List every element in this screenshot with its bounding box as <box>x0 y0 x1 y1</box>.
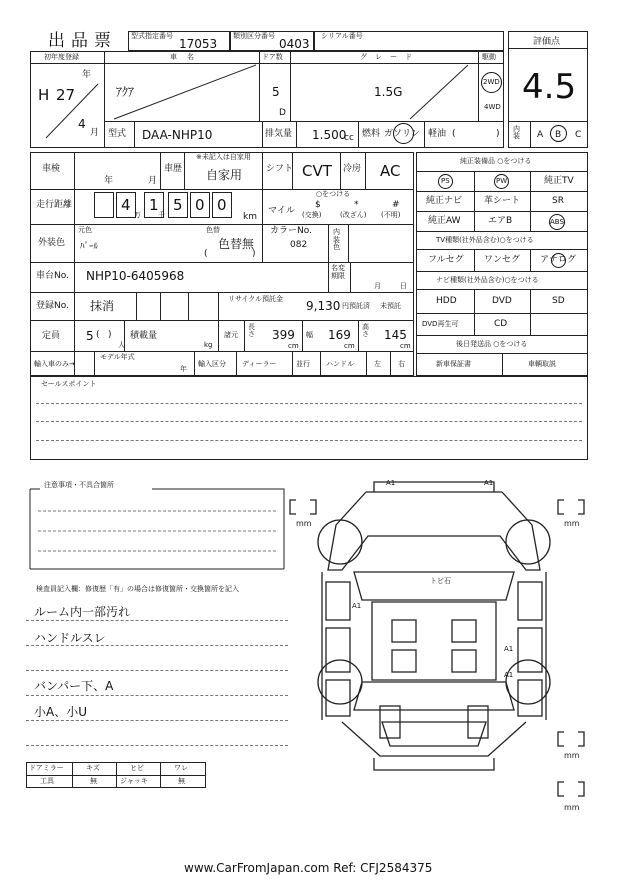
serial-box <box>314 31 504 51</box>
length-unit: cm <box>288 342 299 350</box>
height-unit: cm <box>400 342 411 350</box>
category-label: 類別区分番号 <box>233 32 275 40</box>
width-label: 幅 <box>306 331 313 339</box>
ac-label: 冷房 <box>343 164 362 174</box>
history-note: ※未記入は自家用 <box>196 153 251 161</box>
width-unit: cm <box>344 342 355 350</box>
recycle-not: 未預託 <box>380 302 401 310</box>
load-label: 積載量 <box>130 331 158 341</box>
mark-left-door: A1 <box>352 602 362 610</box>
equip-airbag: エアB <box>488 216 513 226</box>
color-no-value: 082 <box>290 240 308 250</box>
equip-aw: 純正AW <box>428 216 461 226</box>
serial-label: シリアル番号 <box>321 32 363 40</box>
legend-break: ワレ <box>174 764 188 772</box>
sales-point-box <box>30 376 588 460</box>
interior-b: B <box>555 130 562 140</box>
tamper-sym: * <box>354 200 359 210</box>
load-unit: kg <box>204 341 213 349</box>
equipment-title: 純正装備品 ○をつける <box>460 157 532 165</box>
inspection-month-unit: 月 <box>148 176 158 186</box>
width-value: 169 <box>328 328 351 342</box>
navi-dvd-play: DVD再生可 <box>422 320 459 328</box>
car-damage-diagram <box>282 470 602 830</box>
color-no-label: カラーNo. <box>270 226 312 236</box>
interior-label: 内装 <box>513 125 520 140</box>
mileage-unit-mark: 万 <box>134 211 141 219</box>
parallel-option: 並行 <box>296 360 310 368</box>
tv-analog: アナログ <box>540 255 577 265</box>
model-value: DAA-NHP10 <box>142 128 213 142</box>
import-type-label: 輸入区分 <box>198 360 226 368</box>
tv-oneseg: ワンセグ <box>484 255 521 265</box>
form-title: 出品票 <box>48 31 117 51</box>
repaint-label: 色替 <box>206 226 220 234</box>
import-label: 輸入車のみ→ <box>34 360 75 368</box>
exchange-sym: $ <box>315 200 321 210</box>
mark-right-rear: A1 <box>504 671 514 679</box>
right-handle-option: 右 <box>398 360 405 368</box>
drive-2wd: 2WD <box>483 78 500 86</box>
shift-label: シフト <box>266 164 294 174</box>
caution-label: 注意事項・不具合箇所 <box>44 481 114 489</box>
later-warranty: 新車保証書 <box>436 360 471 368</box>
navi-dvd: DVD <box>492 296 512 306</box>
legend-tool: 工具 <box>40 777 54 785</box>
category-box <box>230 31 314 51</box>
equip-leather: 革シート <box>484 196 521 206</box>
grade-value: 4.5 <box>522 67 577 107</box>
legend-door-mirror: ドアミラー <box>29 764 64 772</box>
navi-sd: SD <box>552 296 565 306</box>
inspector-note: 検査員記入欄：修復歴「有」の場合は修復箇所・交換箇所を記入 <box>36 585 239 593</box>
mileage-digit: 0 <box>195 196 205 214</box>
car-name: ｱｸｱ <box>116 85 135 99</box>
equip-tv: 純正TV <box>544 176 574 186</box>
model-year-unit: 年 <box>180 365 187 373</box>
caution-box <box>26 485 288 575</box>
legend-scratch: キズ <box>86 764 100 772</box>
interior-a: A <box>537 130 544 140</box>
grade-name-value: 1.5G <box>374 85 403 99</box>
handle-label: ハンドル <box>326 360 354 368</box>
dealer-option: ディーラー <box>242 360 277 368</box>
model-cert-label: 型式指定番号 <box>131 32 173 40</box>
dims-label: 諸元 <box>224 331 238 339</box>
mileage-label: 走行距離 <box>36 200 73 210</box>
category-value: 0403 <box>279 37 310 51</box>
history-label: 車歴 <box>164 164 183 174</box>
recycle-unit: 円預託済 <box>342 302 370 310</box>
equip-navi: 純正ナビ <box>426 196 463 206</box>
mm-label-fr: mm <box>564 519 580 528</box>
capacity-label: 定員 <box>42 331 61 341</box>
first-reg-label: 初年度登録 <box>44 53 79 61</box>
recycle-label: リサイクル預託金 <box>228 295 284 303</box>
mileage-digit: 0 <box>217 196 227 214</box>
mm-label-rr: mm <box>564 751 580 760</box>
model-label: 型式 <box>108 129 127 139</box>
mileage-unit-mark: 千 <box>158 211 165 219</box>
tv-fullseg: フルセグ <box>428 255 464 265</box>
mm-label-extra: mm <box>564 803 580 812</box>
equip-pw: PW <box>496 177 508 185</box>
displacement-unit: cc <box>344 133 354 143</box>
first-reg-year-unit: 年 <box>82 70 92 80</box>
capacity-unit: 人 <box>118 341 125 349</box>
registration-label: 登録No. <box>36 301 69 311</box>
equip-ps: PS <box>441 177 450 185</box>
history-value: 自家用 <box>206 168 243 182</box>
name-change-day: 日 <box>400 282 407 290</box>
name-change-label: 名変期限 <box>331 264 345 280</box>
repaint-value: 色替無 <box>218 237 255 251</box>
unknown-option: (不明) <box>381 211 401 219</box>
car-name-label: 車名 <box>170 53 204 61</box>
fuel-selected-circle <box>393 123 414 144</box>
drive-label: 駆動 <box>482 53 496 61</box>
color-value: ﾊﾟｰﾙ <box>80 242 99 252</box>
length-value: 399 <box>272 328 295 342</box>
capacity-value: 5 <box>86 329 94 343</box>
fuel-label: 燃料 <box>362 129 381 139</box>
tv-title: TV種類(社外品含む)○をつける <box>436 236 534 244</box>
later-manual: 車輌取説 <box>528 360 556 368</box>
mile-option: マイル <box>268 206 295 216</box>
chassis-value: NHP10-6405968 <box>86 269 185 283</box>
height-value: 145 <box>384 328 407 342</box>
mm-label-fl: mm <box>296 519 312 528</box>
color-label: 外装色 <box>38 238 66 248</box>
mark-front-bumper-right: A1 <box>484 479 494 487</box>
height-label: 高さ <box>362 323 369 338</box>
mileage-digit-box <box>94 192 114 218</box>
doors-label: ドア数 <box>262 53 283 61</box>
first-reg-year: 27 <box>56 86 76 104</box>
mileage-digit: 5 <box>173 196 183 214</box>
unknown-sym: # <box>392 200 400 210</box>
doors-type: D <box>279 108 286 118</box>
navi-title: ナビ種類(社外品含む)○をつける <box>436 276 539 284</box>
mileage-digit: 4 <box>121 196 131 214</box>
note-line-3: バンパー下、A <box>34 679 114 693</box>
orig-color-label: 元色 <box>78 226 92 234</box>
legend-jack: ジャッキ <box>120 777 148 785</box>
grade-name-label: グレード <box>360 53 420 61</box>
mileage-unit: km <box>243 212 257 222</box>
mileage-digit: 1 <box>149 196 159 214</box>
first-reg-era: H <box>38 86 50 104</box>
name-change-month: 月 <box>374 282 381 290</box>
inspection-label: 車検 <box>42 164 61 174</box>
note-line-2: ハンドルスレ <box>34 631 106 645</box>
ac-value: AC <box>380 162 401 180</box>
mark-front-bumper-left: A1 <box>386 479 396 487</box>
sales-point-label: セールスポイント <box>41 380 97 388</box>
oil-label: 軽油 <box>428 129 447 139</box>
displacement-label: 排気量 <box>265 129 293 139</box>
drive-4wd: 4WD <box>484 103 501 111</box>
first-reg-month: 4 <box>78 117 86 131</box>
model-year-label: モデル年式 <box>100 353 135 361</box>
exchange-option: (交換) <box>302 211 322 219</box>
navi-hdd: HDD <box>436 296 457 306</box>
equip-sr: SR <box>552 196 564 206</box>
chassis-label: 車台No. <box>36 271 69 281</box>
later-title: 後日発送品 ○をつける <box>456 340 528 348</box>
equip-abs: ABS <box>550 218 564 226</box>
note-line-1: ルーム内一部汚れ <box>34 605 131 619</box>
interior-color-label: 内装色 <box>333 228 340 252</box>
inspection-year-unit: 年 <box>104 176 114 186</box>
tamper-option: (改ざん) <box>340 211 367 219</box>
recycle-amount: 9,130 <box>306 299 341 313</box>
length-label: 長さ <box>248 323 255 338</box>
mileage-circle-note: ○をつける <box>316 190 351 198</box>
legend-jack-value: 無 <box>178 777 185 785</box>
legend-tool-value: 無 <box>90 777 97 785</box>
legend-crack: ヒビ <box>130 764 144 772</box>
displacement-value: 1.500 <box>312 128 347 142</box>
model-cert-value: 17053 <box>179 37 218 51</box>
grade-label: 評価点 <box>533 37 561 47</box>
mark-right-door: A1 <box>504 645 514 653</box>
model-cert-box <box>128 31 230 51</box>
mark-windshield: トビ石 <box>430 577 451 585</box>
first-reg-month-unit: 月 <box>90 128 100 138</box>
navi-cd: CD <box>494 319 508 329</box>
tv-selected-circle <box>551 253 566 268</box>
shift-value: CVT <box>302 162 332 180</box>
footer-reference: www.CarFromJapan.com Ref: CFJ2584375 <box>184 861 433 875</box>
car-name-slash <box>108 63 258 123</box>
interior-c: C <box>575 130 582 140</box>
doors-value: 5 <box>272 85 280 99</box>
left-handle-option: 左 <box>374 360 381 368</box>
fuel-value: ガソリン <box>384 129 421 139</box>
registration-value: 抹消 <box>90 299 115 313</box>
grade-slash <box>300 63 470 123</box>
note-line-4: 小A、小U <box>34 705 87 719</box>
